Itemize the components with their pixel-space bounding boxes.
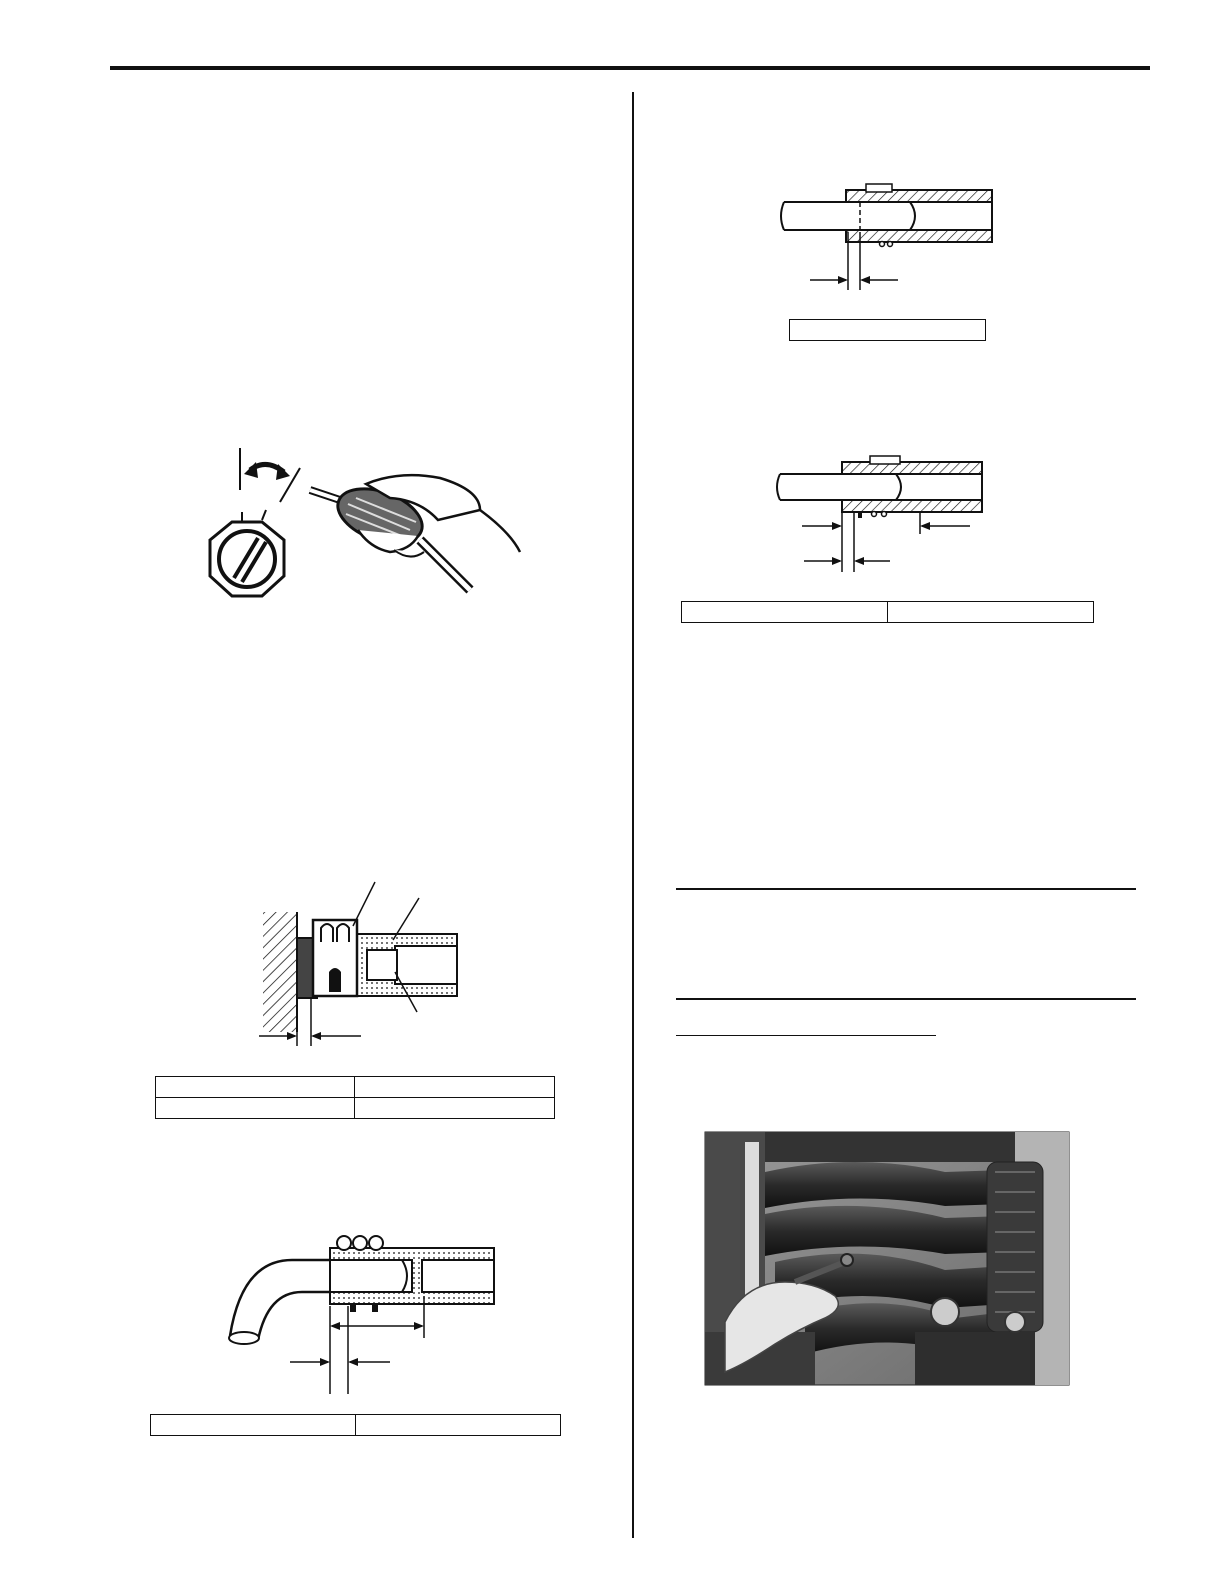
left-spec-table-2 [150, 1414, 561, 1436]
left-spec-table-1 [155, 1076, 555, 1119]
bent-pipe-hose-clamp-diagram [212, 1226, 502, 1396]
right-spec-table-1 [789, 319, 986, 341]
column-divider [632, 92, 634, 1538]
note-top-rule [676, 888, 1136, 890]
intake-manifold-photo [705, 1132, 1069, 1385]
table-cell [156, 1077, 355, 1098]
hose-on-pipe-section-diagram-1 [770, 180, 1000, 290]
table-cell [151, 1415, 355, 1435]
hose-on-pipe-section-diagram-2 [770, 454, 990, 574]
table-cell [790, 320, 985, 340]
right-spec-table-2 [681, 601, 1094, 623]
hose-clamp-fitting-diagram [255, 876, 465, 1046]
header-rule [110, 66, 1150, 70]
table-cell [355, 1415, 560, 1435]
section-heading-underline [676, 1035, 936, 1036]
hand-primer-bulb-illustration [180, 440, 540, 610]
table-cell [355, 1098, 554, 1119]
table-cell [156, 1098, 355, 1119]
table-cell [887, 602, 1093, 622]
table-cell [682, 602, 887, 622]
note-bottom-rule [676, 998, 1136, 1000]
table-cell [355, 1077, 554, 1098]
